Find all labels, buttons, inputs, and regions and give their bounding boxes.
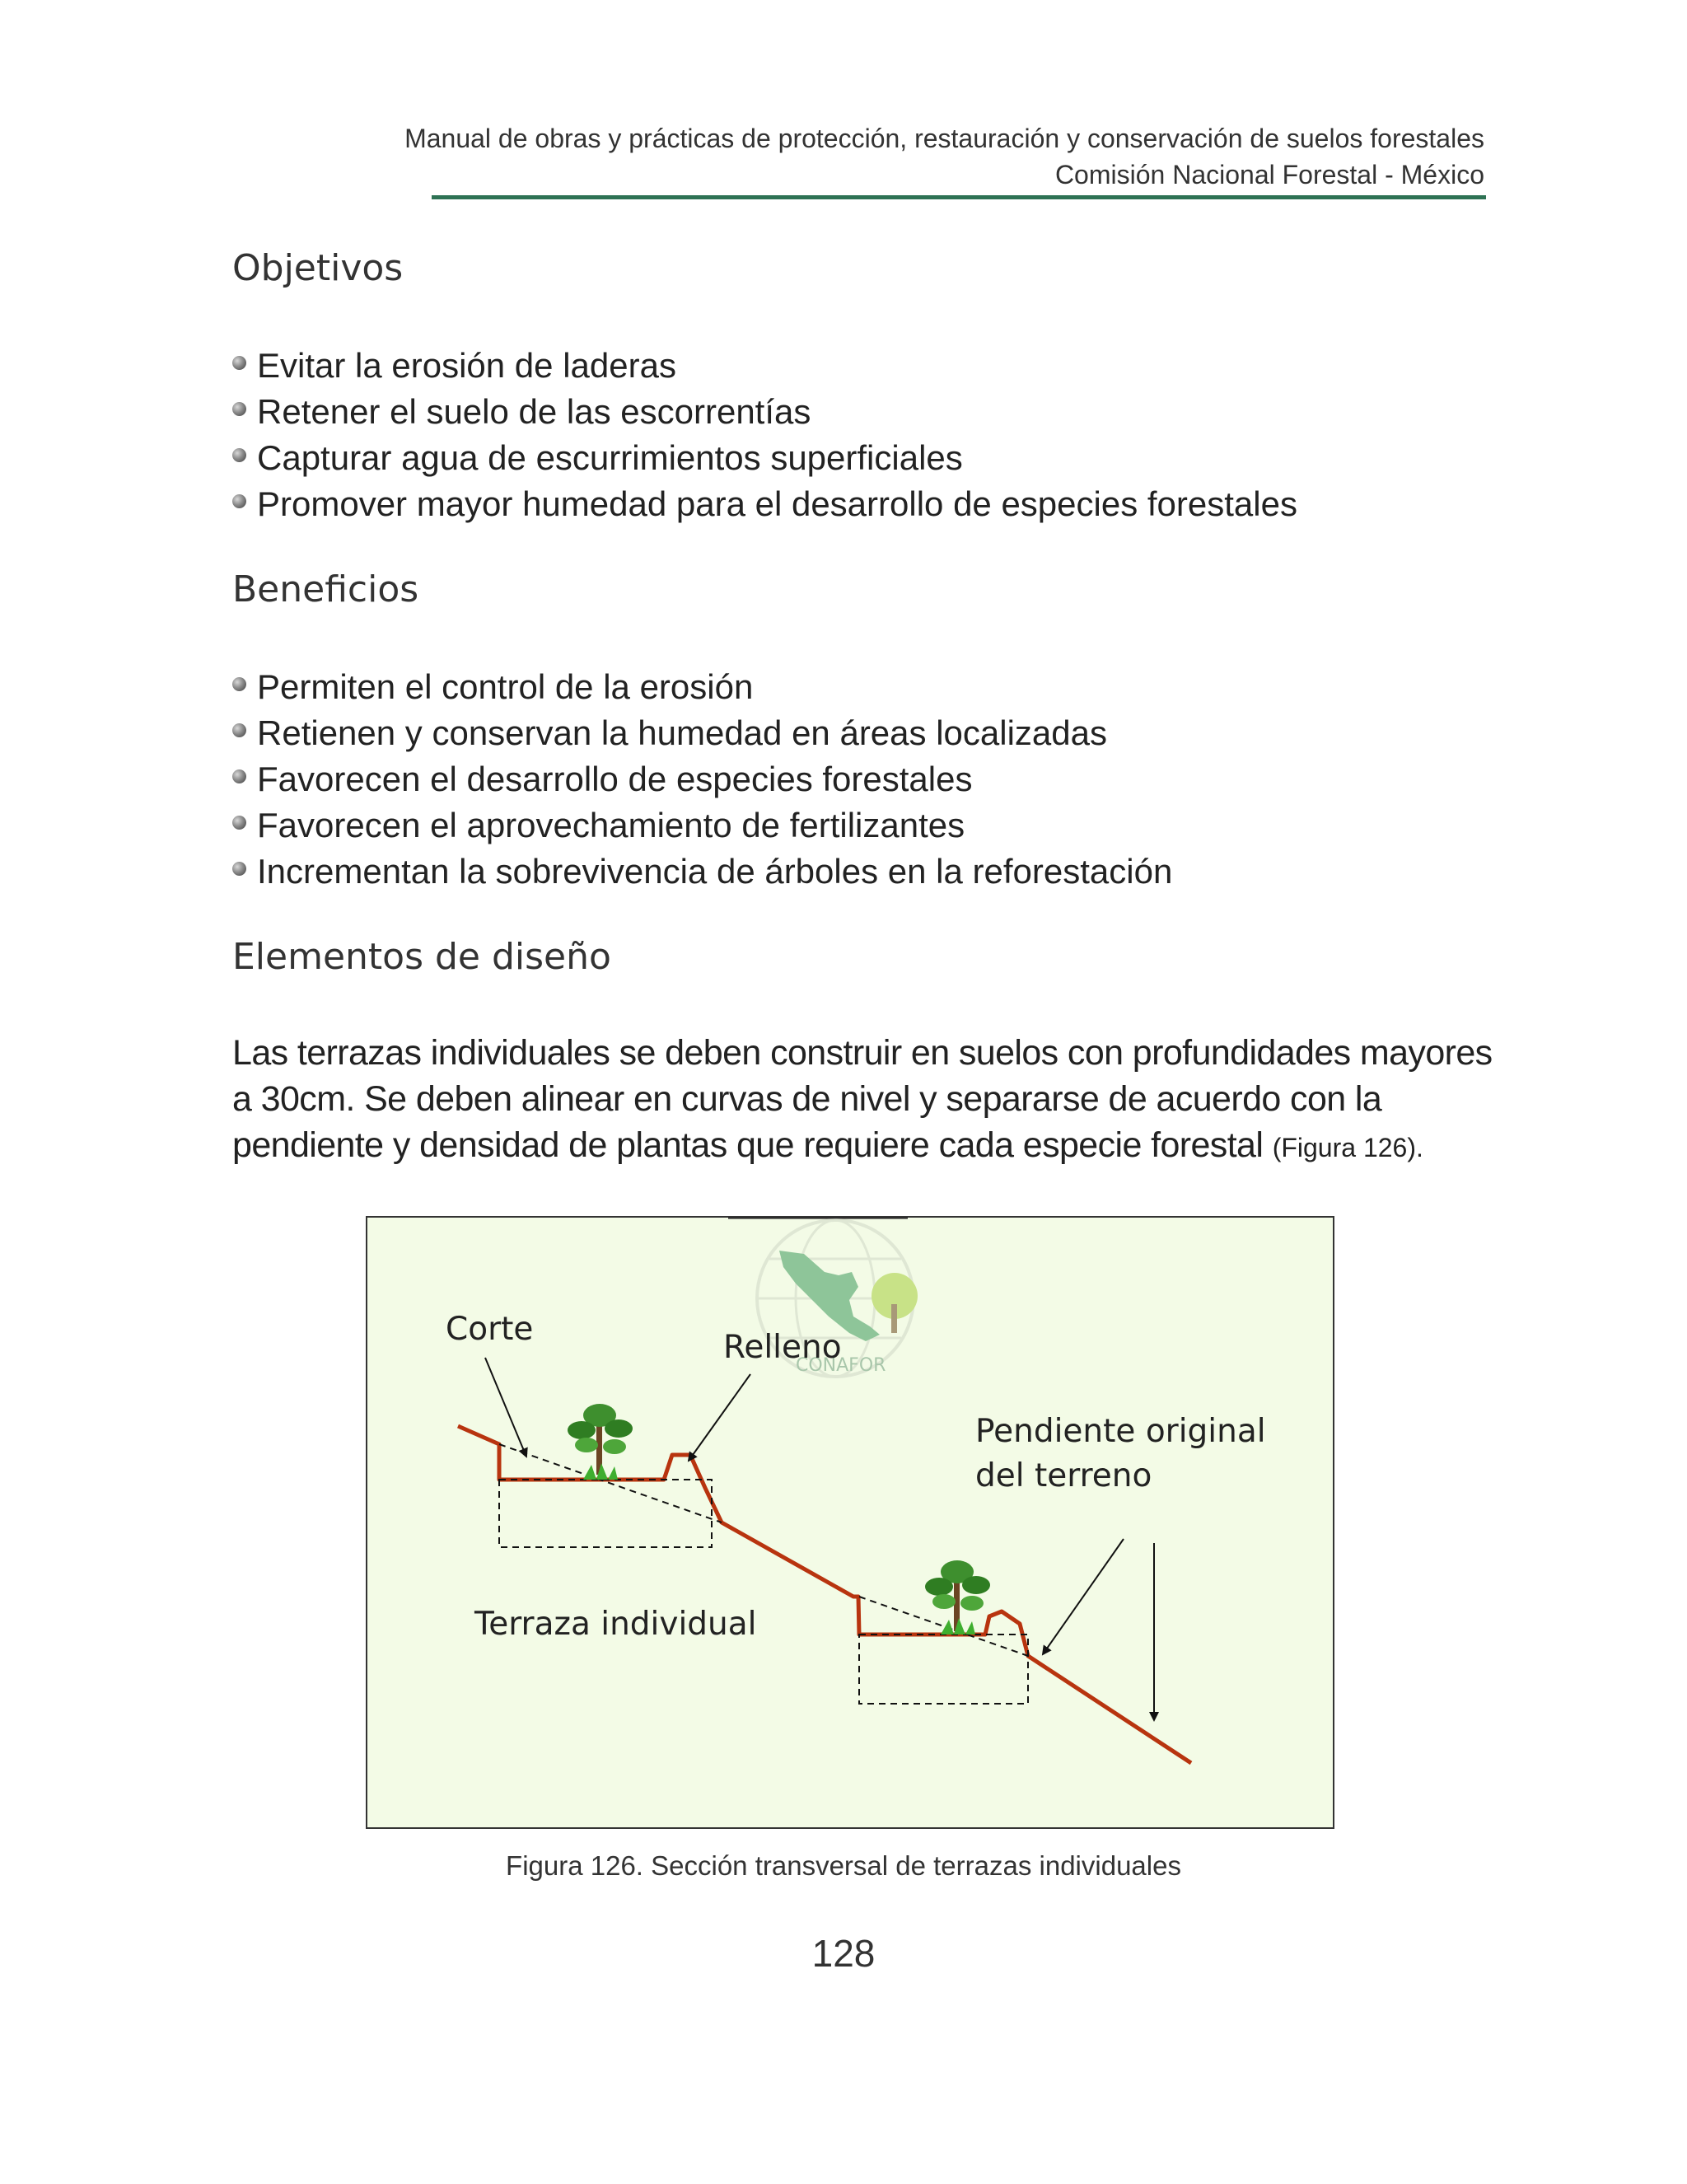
design-paragraph: Las terrazas individuales se deben construir en suelos con profundidades mayores a 30cm. Se deben alinear en curvas de nivel y separarse de acuerdo con la pendiente y densidad de plantas que requiere cada especie forestal (Figura 126).	[232, 1033, 1493, 1165]
list-item: Permiten el control de la erosión	[232, 664, 1172, 710]
page-number: 128	[811, 1932, 876, 1975]
bullet-icon	[232, 494, 246, 508]
header-title: Manual de obras y prácticas de protección, restauración y conservación de suelos forestales	[404, 124, 1484, 153]
list-item: Incrementan la sobrevivencia de árboles en la reforestación	[232, 849, 1172, 895]
bullet-icon	[232, 356, 246, 370]
label-pendiente-line1: Pendiente original	[975, 1413, 1266, 1450]
header-subtitle: Comisión Nacional Forestal - México	[1054, 160, 1484, 189]
elementos-heading: Elementos de diseño	[232, 936, 611, 978]
label-pendiente-line2: del terreno	[975, 1457, 1152, 1494]
bullet-icon	[232, 723, 246, 737]
list-item: Retienen y conservan la humedad en áreas localizadas	[232, 710, 1172, 756]
bullet-icon	[232, 769, 246, 783]
pendiente-arrow-left	[1043, 1539, 1124, 1654]
label-relleno: Relleno	[723, 1329, 842, 1366]
terrace-diagram	[367, 1218, 1333, 1827]
terrace-box-2	[859, 1634, 1028, 1704]
figure-126	[366, 1216, 1334, 1829]
running-header	[404, 120, 1484, 193]
list-item: Favorecen el aprovechamiento de fertilizantes	[232, 802, 1172, 849]
figure-caption: Figura 126. Sección transversal de terrazas individuales	[506, 1850, 1181, 1881]
list-item: Promover mayor humedad para el desarrollo de especies forestales	[232, 481, 1297, 527]
relleno-arrow	[689, 1374, 750, 1461]
watermark-text: CONAFOR	[796, 1355, 886, 1376]
bullet-icon	[232, 677, 246, 691]
bullet-icon	[232, 816, 246, 830]
beneficios-heading: Beneficios	[232, 568, 419, 610]
label-corte: Corte	[446, 1311, 534, 1348]
list-item: Retener el suelo de las escorrentías	[232, 389, 1297, 435]
label-terraza: Terraza individual	[474, 1606, 757, 1643]
header-divider	[432, 195, 1486, 199]
list-item: Capturar agua de escurrimientos superficiales	[232, 435, 1297, 481]
beneficios-list	[232, 664, 1172, 895]
figure-reference: (Figura 126).	[1272, 1133, 1423, 1162]
tree-icon	[568, 1404, 633, 1480]
bullet-icon	[232, 862, 246, 876]
bullet-icon	[232, 448, 246, 462]
terrace-box-1	[499, 1480, 712, 1547]
list-item: Evitar la erosión de laderas	[232, 343, 1297, 389]
tree-icon	[925, 1560, 990, 1634]
list-item: Favorecen el desarrollo de especies forestales	[232, 756, 1172, 802]
objetivos-heading: Objetivos	[232, 247, 404, 289]
bullet-icon	[232, 402, 246, 416]
objetivos-list	[232, 343, 1297, 527]
